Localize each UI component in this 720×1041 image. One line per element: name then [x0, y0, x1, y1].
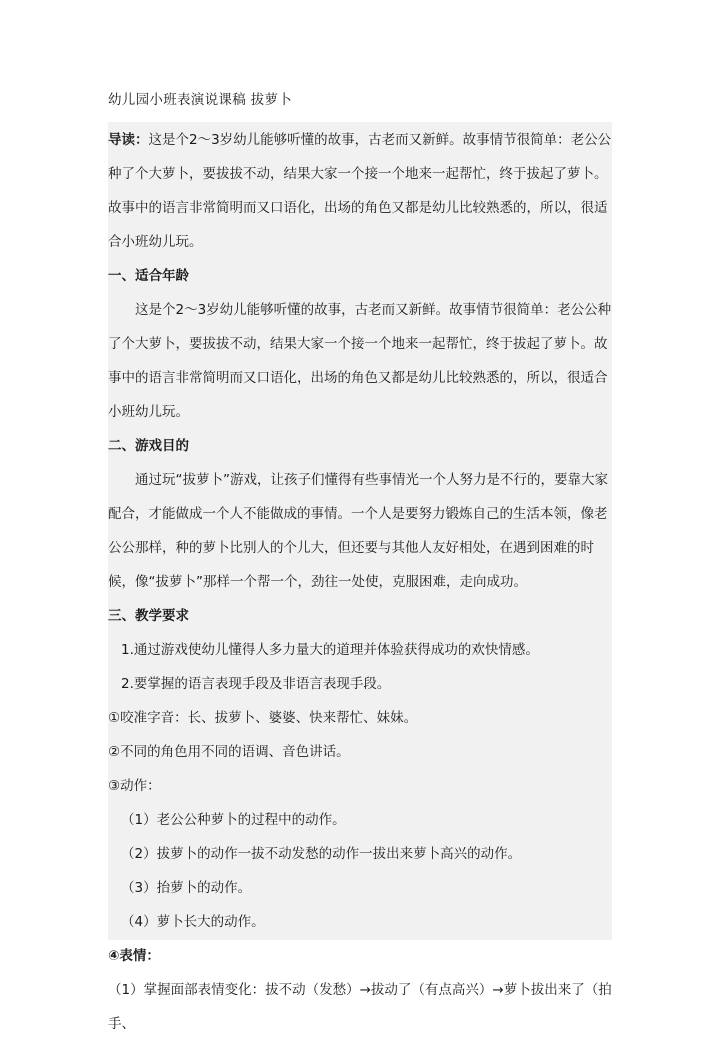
intro-lead: 导读：: [108, 132, 149, 148]
intro-paragraph: [108, 123, 612, 259]
list-item: ①咬准字音：长、拔萝卜、婆婆、快来帮忙、妹妹。: [108, 710, 418, 726]
list-item: 1.通过游戏使幼儿懂得人多力量大的道理并体验获得成功的欢快情感。: [121, 642, 539, 658]
list-item: （1）掌握面部表情变化：拔不动（发愁）→拔动了（有点高兴）→萝卜拔出来了（拍手、: [108, 982, 612, 1032]
section-paragraph-age: 这是个2～3岁幼儿能够听懂的故事，古老而又新鲜。故事情节很简单：老公公种了个大萝卜，要拔拔不动，结果大家一个接一个地来一起帮忙，终于拔起了萝卜。故事中的语言非常简明而又口语化，出场的角色又都是幼儿比较熟悉的，所以，很适合小班幼儿玩。: [108, 302, 612, 420]
section-heading-age: 一、适合年龄: [108, 268, 189, 284]
list-item-heading: ④表情：: [108, 948, 160, 964]
list-item: ③动作：: [108, 778, 161, 794]
list-item: （2）拔萝卜的动作一拔不动发愁的动作一拔出来萝卜高兴的动作。: [121, 846, 522, 862]
list-item: （4）萝卜长大的动作。: [121, 914, 265, 930]
document-title: 幼儿园小班表演说课稿 拔萝卜: [108, 92, 292, 108]
section-heading-purpose: 二、游戏目的: [108, 438, 189, 454]
list-item: 2.要掌握的语言表现手段及非语言表现手段。: [121, 676, 391, 692]
list-item: （3）抬萝卜的动作。: [121, 880, 252, 896]
list-item: （1）老公公种萝卜的过程中的动作。: [121, 812, 346, 828]
document-body: [108, 122, 612, 1032]
intro-text: 这是个2～3岁幼儿能够听懂的故事，古老而又新鲜。故事情节很简单：老公公种了个大萝卜，要拔拔不动，结果大家一个接一个地来一起帮忙，终于拔起了萝卜。故事中的语言非常简明而又口语化，出场的角色又都是幼儿比较熟悉的，所以，很适合小班幼儿玩。: [108, 132, 612, 250]
section-paragraph-purpose: 通过玩“拔萝卜”游戏，让孩子们懂得有些事情光一个人努力是不行的，要靠大家配合，才能做成一个人不能做成的事情。一个人是要努力锻炼自己的生活本领，像老公公那样，种的萝卜比别人的个儿大，但还要与其他人友好相处，在遇到困难的时候，像“拔萝卜”那样一个帮一个，劲往一处使，克服困难，走向成功。: [108, 472, 608, 590]
list-item: ②不同的角色用不同的语调、音色讲话。: [108, 744, 350, 760]
section-heading-requirements: 三、教学要求: [108, 608, 189, 624]
